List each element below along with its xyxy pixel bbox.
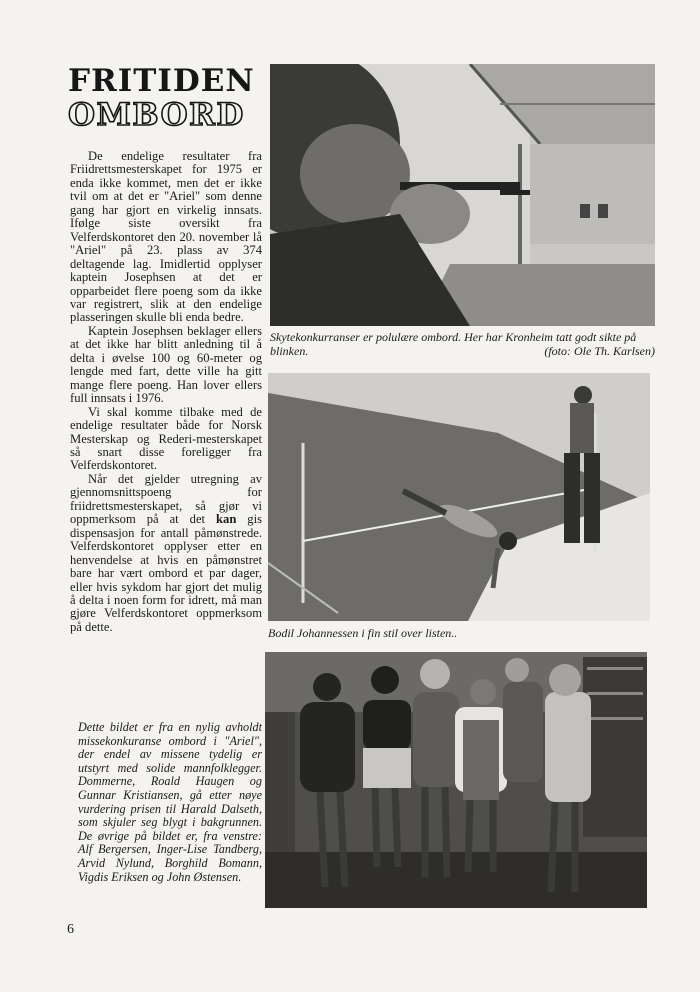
shooting-caption-block bbox=[270, 330, 655, 358]
highjump-photo bbox=[268, 373, 650, 621]
contest-photo-image bbox=[265, 652, 647, 908]
paragraph-4-part-1: Når det gjelder utregning av gjennomsnittspoeng for friidrettsmesterskapet, så gjør vi oppmerksom på at det bbox=[70, 471, 262, 527]
article-title bbox=[68, 64, 278, 132]
highjump-caption: Bodil Johannessen i fin stil over listen.. bbox=[268, 626, 458, 640]
paragraph-1: De endelige resultater fra Friidrettsmesterskapet for 1975 er enda ikke kommet, men det er ikke tvil om at det er "Ariel" som denne gang har gjort en virkelig innsats. Ifølge siste oversikt fra Velferdskontoret den 20. november lå "Ariel" på 23. plass av 374 deltagende lag. Imidlertid opplyser kaptein Josephsen at det er opparbeidet flere poeng som da ikke var registrert, slik at den endelige plasseringen skulle bli enda bedre. bbox=[70, 149, 262, 325]
photo-credit: (foto: Ole Th. Karlsen) bbox=[544, 344, 655, 358]
contest-photo bbox=[265, 652, 647, 908]
shooting-photo bbox=[270, 64, 655, 326]
highjump-photo-image bbox=[268, 373, 650, 621]
shooting-caption: Skytekonkurranser er polulære ombord. Her har Kronheim tatt godt sikte på blinken. bbox=[270, 330, 637, 358]
contest-photo-caption: Dette bildet er fra en nylig avholdt missekonkuranse ombord i "Ariel", der endel av missene tydelig er utstyrt med solide mannfolklegger. Dommerne, Roald Haugen og Gunnar Kristiansen, gå etter nøye vurdering prisen til Harald Dalseth, som skjuler seg blygt i bakgrunnen. De øvrige på bildet er, fra venstre: Alf Bergersen, Inger-Lise Tandberg, Arvid Nylund, Borghild Bomann, Vigdis Eriksen og John Østensen. bbox=[78, 720, 262, 884]
title-line-1: FRITIDEN bbox=[68, 63, 255, 99]
paragraph-4 bbox=[70, 473, 262, 634]
paragraph-4-emphasis: kan bbox=[216, 512, 237, 527]
page-number: 6 bbox=[67, 922, 74, 937]
title-line-2: OMBORD bbox=[68, 97, 245, 133]
paragraph-3: Vi skal komme tilbake med de endelige resultater både for Norsk Mesterskap og Rederi-mesterskapet så snart disse foreligger fra Velferdskontoret. bbox=[70, 404, 262, 473]
paragraph-2: Kaptein Josephsen beklager ellers at det ikke har blitt anledning til å delta i øvelse 100 og 60-meter og lengde med fart, dette ville ha gitt mange flere poeng. Han lover ellers full innsats i 1976. bbox=[70, 323, 262, 406]
article-body bbox=[70, 150, 262, 634]
paragraph-4-part-2: gis dispensasjon for antall påmønstrede. Velferdskontoret opplyser etter en henvendelse at hvis en påmønstret bare har vært ombord et par dager, eller hvis sykdom har gjort det mulig å delta i noen form for idrett, må man gjøre Velferdskontoret oppmerksom på dette. bbox=[70, 512, 262, 634]
shooting-photo-image bbox=[270, 64, 655, 326]
